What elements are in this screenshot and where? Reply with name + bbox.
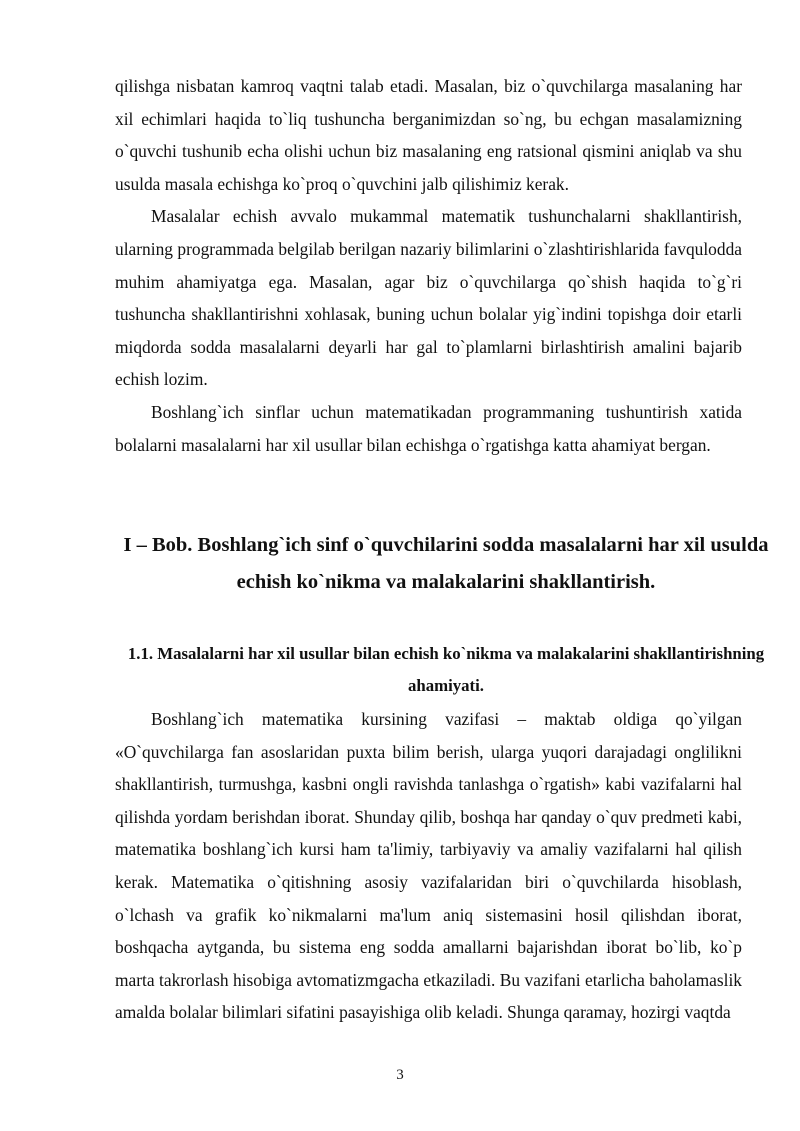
- paragraph: qilishga nisbatan kamroq vaqtni talab etadi. Masalan, biz o`quvchilarga masalaning har xil echimlari haqida to`liq tushuncha berganimizdan so`ng, bu echgan masalamizning o`quvchi tushunib echa olishi uchun biz masalaning eng ratsional qismini aniqlab va shu usulda masala echishga ko`proq o`quvchini jalb qilishimiz kerak.: [115, 76, 742, 194]
- paragraph: Boshlang`ich matematika kursining vazifasi – maktab oldiga qo`yilgan «O`quvchilarga fan asoslaridan puxta bilim berish, ularga yuqori darajadagi onglilikni shakllantirish, turmushga, kasbni ongli ravishda tanlashga o`rgatish» kabi vazifalarni hal qilishda yordam berishdan iborat. Shunday qilib, boshqa har qanday o`quv predmeti kabi, matematika boshlang`ich kursi ham ta'limiy, tarbiyaviy va amaliy vazifalarni hal qilish kerak. Matematika o`qitishning asosiy vazifalaridan biri o`quvchilarda hisoblash, o`lchash va grafik ko`nikmalarni ma'lum aniq sistemasini hosil qilishdan iborat, boshqacha aytganda, bu sistema eng sodda amallarni bajarishdan iborat bo`lib, ko`p marta takrorlash hisobiga avtomatizmgacha etkaziladi. Bu vazifani etarlicha baholamaslik amalda bolalar bilimlari sifatini pasayishiga olib keladi. Shunga qaramay, hozirgi vaqtda: [115, 709, 742, 1023]
- body-text-top: [115, 70, 742, 461]
- page-number: 3: [396, 1067, 404, 1083]
- body-text-bottom: [115, 703, 742, 1029]
- chapter-heading: I – Bob. Boshlang`ich sinf o`quvchilarini sodda masalalarni har xil usulda echish ko`nikma va malakalarini shakllantirish.: [123, 534, 769, 593]
- section-heading: 1.1. Masalalarni har xil usullar bilan echish ko`nikma va malakalarini shakllantirishning ahamiyati.: [127, 644, 765, 695]
- paragraph: Boshlang`ich sinflar uchun matematikadan programmaning tushuntirish xatida bolalarni masalalarni har xil usullar bilan echishga o`rgatishga katta ahamiyat bergan.: [115, 401, 742, 455]
- paragraph: Masalalar echish avvalo mukammal matematik tushunchalarni shakllantirish, ularning programmada belgilab berilgan nazariy bilimlarini o`zlashtirishlarida favqulodda muhim ahamiyatga ega. Masalan, agar biz o`quvchilarga qo`shish haqida to`g`ri tushuncha shakllantirishni xohlasak, buning uchun bolalar yig`indini topishga doir etarli miqdorda sodda masalalarni deyarli har gal to`plamlarni birlashtirish amalini bajarib echish lozim.: [115, 206, 742, 390]
